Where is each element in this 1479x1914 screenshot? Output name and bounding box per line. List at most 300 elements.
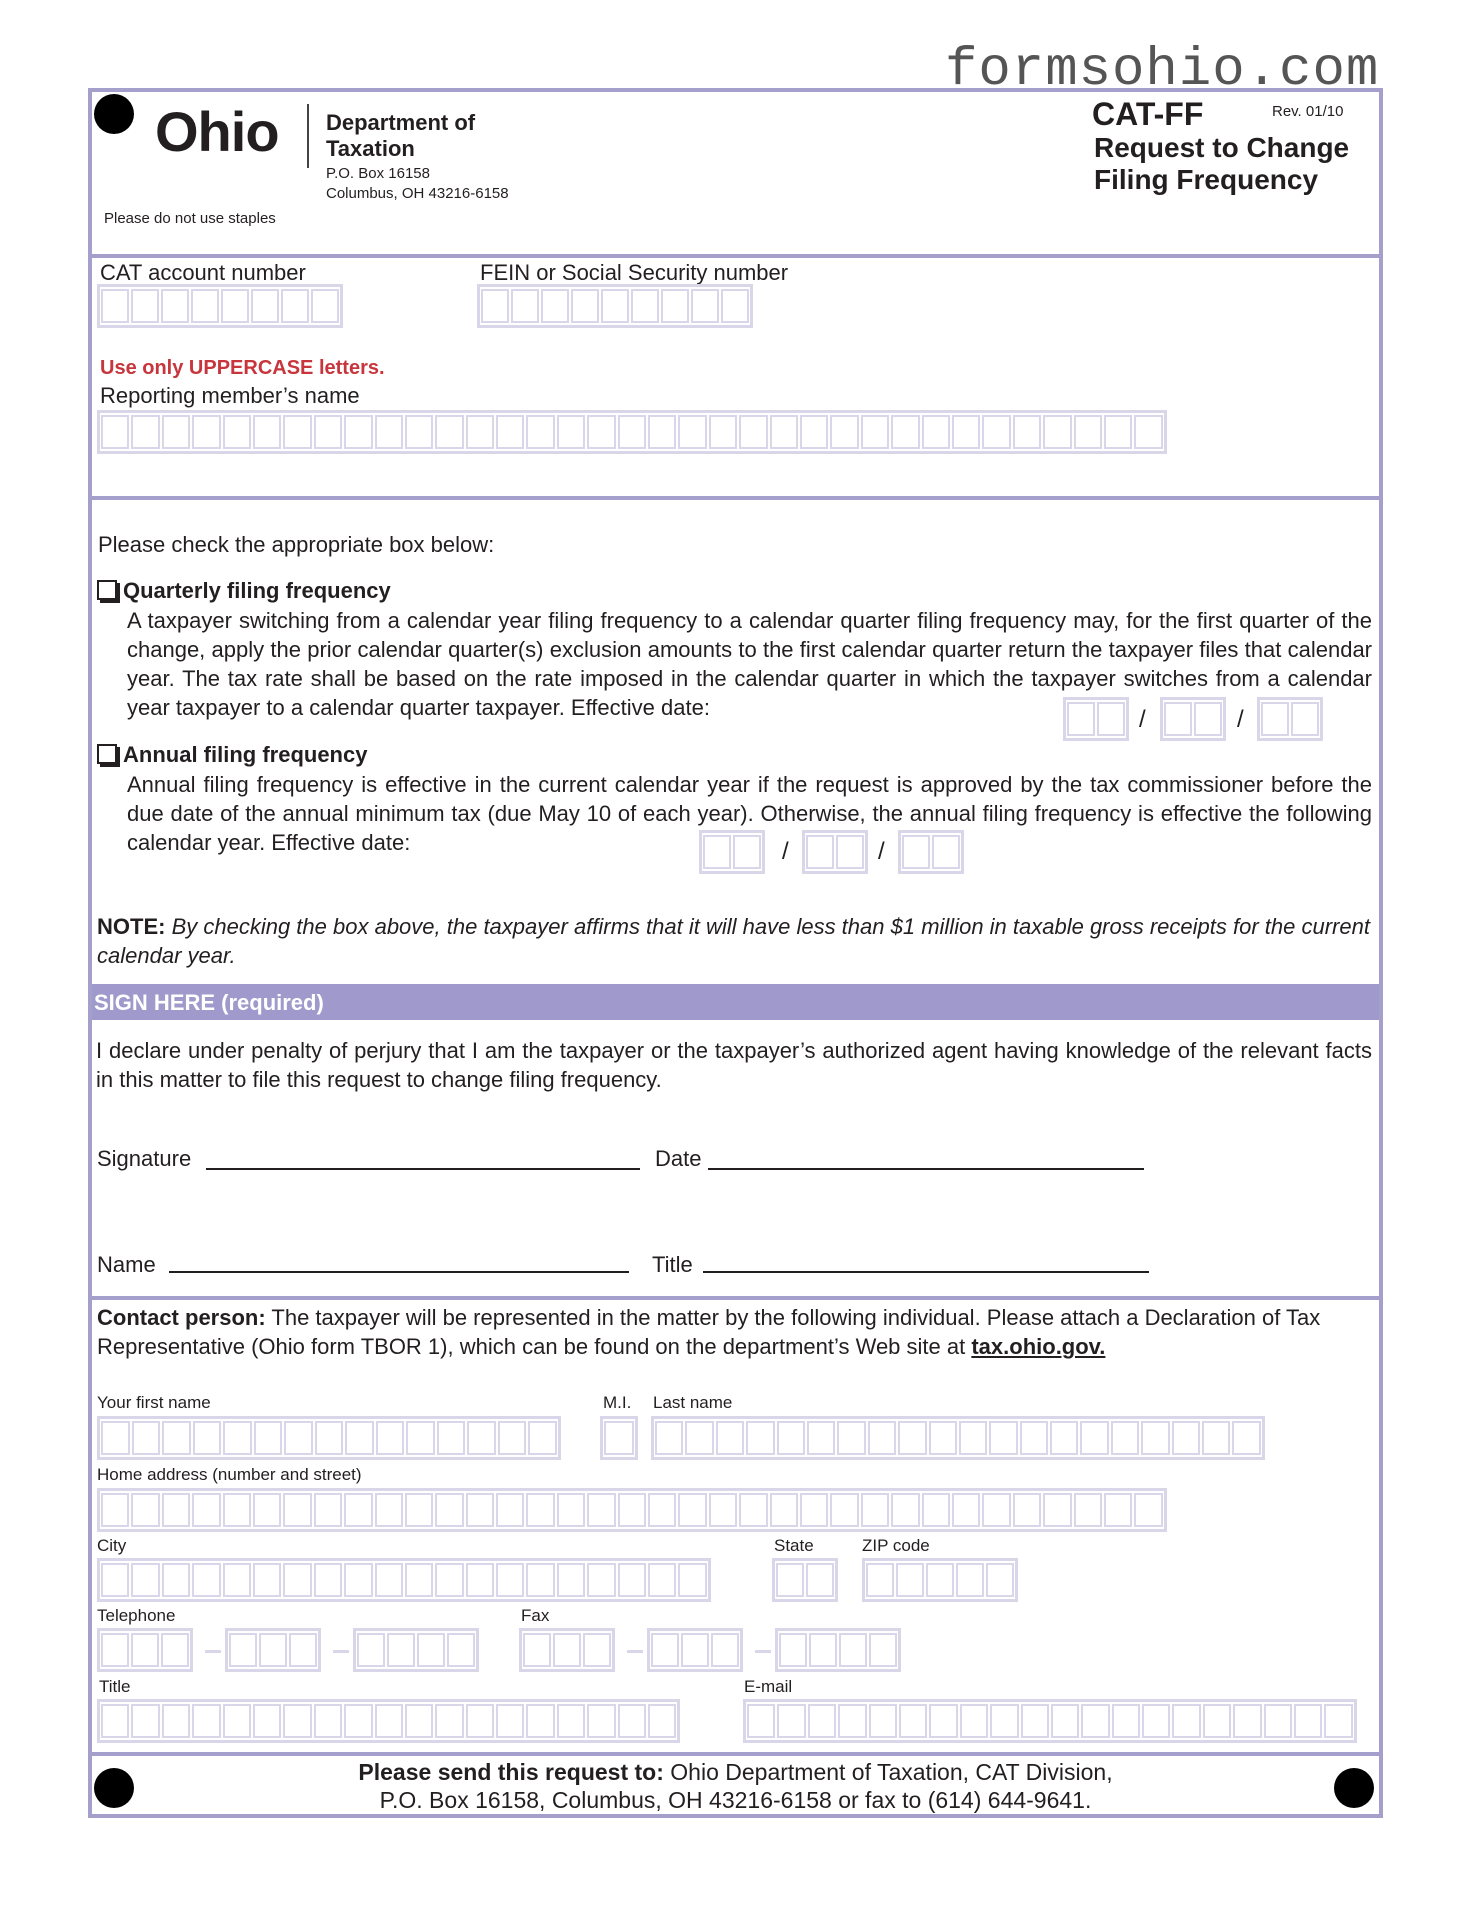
character-box[interactable] — [806, 835, 834, 869]
first-name-label: Your first name — [97, 1393, 211, 1412]
annual-month-input[interactable] — [699, 830, 765, 874]
character-box[interactable] — [733, 835, 761, 869]
character-box[interactable] — [314, 1493, 342, 1527]
title-label: Title — [652, 1252, 693, 1277]
character-box[interactable] — [405, 1704, 433, 1738]
website-link[interactable]: tax.ohio.gov. — [971, 1334, 1106, 1359]
character-box[interactable] — [1172, 1704, 1200, 1738]
character-box[interactable] — [253, 415, 281, 449]
character-box[interactable] — [571, 289, 599, 323]
telephone-line-input[interactable] — [353, 1628, 479, 1672]
last-name-label: Last name — [653, 1393, 733, 1412]
character-box[interactable] — [101, 1493, 129, 1527]
first-name-input[interactable] — [97, 1416, 561, 1460]
divider — [88, 254, 1383, 258]
date-line[interactable] — [708, 1168, 1144, 1170]
character-box[interactable] — [1294, 1704, 1322, 1738]
cat-account-input[interactable] — [97, 284, 343, 328]
character-box[interactable] — [191, 289, 219, 323]
character-box[interactable] — [192, 1563, 220, 1597]
character-box[interactable] — [314, 1563, 342, 1597]
date-separator: / — [782, 838, 789, 865]
character-box[interactable] — [716, 1421, 744, 1455]
character-box[interactable] — [466, 415, 494, 449]
state-input[interactable] — [772, 1558, 838, 1602]
character-box[interactable] — [830, 415, 858, 449]
quarterly-day-input[interactable] — [1160, 697, 1226, 741]
member-name-input[interactable] — [97, 410, 1167, 454]
annual-option[interactable] — [97, 744, 367, 766]
character-box[interactable] — [604, 1421, 634, 1455]
character-box[interactable] — [311, 289, 339, 323]
character-box[interactable] — [721, 289, 749, 323]
character-box[interactable] — [691, 289, 719, 323]
character-box[interactable] — [711, 1633, 739, 1667]
character-box[interactable] — [655, 1421, 683, 1455]
character-box[interactable] — [922, 1493, 950, 1527]
character-box[interactable] — [496, 1563, 524, 1597]
character-box[interactable] — [1081, 1704, 1109, 1738]
character-box[interactable] — [836, 835, 864, 869]
character-box[interactable] — [1291, 702, 1319, 736]
character-box[interactable] — [1104, 1493, 1132, 1527]
character-box[interactable] — [131, 1633, 159, 1667]
dash-separator — [333, 1650, 349, 1653]
character-box[interactable] — [1067, 702, 1095, 736]
contact-title-input[interactable] — [97, 1699, 680, 1743]
character-box[interactable] — [661, 289, 689, 323]
character-box[interactable] — [405, 415, 433, 449]
contact-label: Contact person: — [97, 1305, 266, 1330]
character-box[interactable] — [253, 1704, 281, 1738]
quarterly-year-input[interactable] — [1257, 697, 1323, 741]
character-box[interactable] — [618, 1704, 646, 1738]
character-box[interactable] — [526, 1493, 554, 1527]
character-box[interactable] — [405, 1563, 433, 1597]
character-box[interactable] — [648, 1704, 676, 1738]
character-box[interactable] — [1074, 415, 1102, 449]
form-code: CAT-FF — [1092, 96, 1204, 132]
character-box[interactable] — [618, 1563, 646, 1597]
character-box[interactable] — [899, 1704, 927, 1738]
character-box[interactable] — [526, 415, 554, 449]
character-box[interactable] — [101, 415, 129, 449]
character-box[interactable] — [631, 289, 659, 323]
annual-year-input[interactable] — [898, 830, 964, 874]
annual-title: Annual filing frequency — [123, 742, 368, 767]
quarterly-checkbox[interactable] — [97, 580, 117, 600]
character-box[interactable] — [952, 1493, 980, 1527]
character-box[interactable] — [1233, 1704, 1261, 1738]
character-box[interactable] — [837, 1421, 865, 1455]
character-box[interactable] — [861, 1493, 889, 1527]
character-box[interactable] — [253, 1493, 281, 1527]
character-box[interactable] — [960, 1704, 988, 1738]
character-box[interactable] — [283, 1704, 311, 1738]
state-label: State — [774, 1536, 814, 1555]
character-box[interactable] — [648, 1563, 676, 1597]
character-box[interactable] — [221, 289, 249, 323]
character-box[interactable] — [289, 1633, 317, 1667]
character-box[interactable] — [618, 415, 646, 449]
character-box[interactable] — [982, 415, 1010, 449]
character-box[interactable] — [283, 415, 311, 449]
title-line: Request to Change — [1094, 132, 1350, 163]
character-box[interactable] — [162, 415, 190, 449]
divider — [88, 1752, 1383, 1756]
character-box[interactable] — [526, 1704, 554, 1738]
character-box[interactable] — [1232, 1421, 1260, 1455]
character-box[interactable] — [344, 415, 372, 449]
character-box[interactable] — [932, 835, 960, 869]
watermark: formsohio.com — [945, 40, 1380, 101]
contact-text: The taxpayer will be represented in the matter by the following individual. Please attach a Declaration of Tax Representative (Ohio form TBOR 1), which can be found on the department’s Web site at — [97, 1305, 1321, 1359]
character-box[interactable] — [746, 1421, 774, 1455]
character-box[interactable] — [375, 415, 403, 449]
character-box[interactable] — [929, 1421, 957, 1455]
character-box[interactable] — [1080, 1421, 1108, 1455]
date-label: Date — [655, 1146, 702, 1171]
character-box[interactable] — [162, 1421, 191, 1455]
character-box[interactable] — [1051, 1704, 1079, 1738]
character-box[interactable] — [523, 1633, 551, 1667]
character-box[interactable] — [800, 1493, 828, 1527]
logo-divider — [307, 104, 309, 168]
check-instruction: Please check the appropriate box below: — [98, 532, 495, 557]
email-input[interactable] — [743, 1699, 1357, 1743]
character-box[interactable] — [956, 1563, 984, 1597]
character-box[interactable] — [223, 1563, 251, 1597]
ohio-logo: Ohio — [155, 100, 279, 163]
character-box[interactable] — [466, 1563, 494, 1597]
annual-text: Annual filing frequency is effective in the current calendar year if the request is approved by the tax commissioner before the due date of the annual minimum tax (due May 10 of each year). Otherwise, the annual filing frequency is effective the following calendar year. Effective date: — [127, 772, 1372, 855]
dash-separator — [627, 1650, 643, 1653]
note — [97, 912, 1372, 970]
character-box[interactable] — [253, 1563, 281, 1597]
character-box[interactable] — [223, 415, 251, 449]
character-box[interactable] — [1141, 1421, 1169, 1455]
character-box[interactable] — [830, 1493, 858, 1527]
telephone-area-input[interactable] — [97, 1628, 193, 1672]
character-box[interactable] — [344, 1563, 372, 1597]
character-box[interactable] — [770, 1493, 798, 1527]
mi-label: M.I. — [603, 1393, 632, 1412]
character-box[interactable] — [709, 1493, 737, 1527]
character-box[interactable] — [902, 835, 930, 869]
character-box[interactable] — [1134, 1493, 1162, 1527]
character-box[interactable] — [776, 1563, 804, 1597]
character-box[interactable] — [131, 289, 159, 323]
character-box[interactable] — [314, 415, 342, 449]
character-box[interactable] — [192, 1704, 220, 1738]
character-box[interactable] — [583, 1633, 611, 1667]
character-box[interactable] — [526, 1563, 554, 1597]
character-box[interactable] — [466, 1704, 494, 1738]
character-box[interactable] — [959, 1421, 987, 1455]
character-box[interactable] — [866, 1563, 894, 1597]
character-box[interactable] — [345, 1421, 374, 1455]
character-box[interactable] — [1021, 1704, 1049, 1738]
name-line[interactable] — [169, 1271, 629, 1273]
character-box[interactable] — [681, 1633, 709, 1667]
character-box[interactable] — [1013, 1493, 1041, 1527]
email-label: E-mail — [744, 1677, 793, 1696]
character-box[interactable] — [806, 1563, 834, 1597]
character-box[interactable] — [435, 415, 463, 449]
character-box[interactable] — [435, 1493, 463, 1527]
character-box[interactable] — [131, 415, 159, 449]
character-box[interactable] — [101, 289, 129, 323]
fein-label: FEIN or Social Security number — [480, 260, 789, 285]
sign-here-banner: SIGN HERE (required) — [92, 984, 1379, 1020]
character-box[interactable] — [375, 1563, 403, 1597]
fein-input[interactable] — [477, 284, 753, 328]
character-box[interactable] — [587, 1563, 615, 1597]
form-title — [1094, 132, 1349, 196]
note-text: By checking the box above, the taxpayer affirms that it will have less than $1 million in taxable gross receipts for the current calendar year. — [97, 914, 1370, 968]
character-box[interactable] — [1050, 1421, 1078, 1455]
character-box[interactable] — [839, 1633, 867, 1667]
character-box[interactable] — [869, 1704, 897, 1738]
character-box[interactable] — [587, 415, 615, 449]
mi-input[interactable] — [600, 1416, 638, 1460]
divider — [88, 496, 1383, 500]
character-box[interactable] — [498, 1421, 527, 1455]
character-box[interactable] — [528, 1421, 557, 1455]
character-box[interactable] — [281, 289, 309, 323]
character-box[interactable] — [1097, 702, 1125, 736]
uppercase-note: Use only UPPERCASE letters. — [100, 357, 385, 379]
character-box[interactable] — [496, 1704, 524, 1738]
annual-day-input[interactable] — [802, 830, 868, 874]
character-box[interactable] — [283, 1563, 311, 1597]
character-box[interactable] — [101, 1563, 129, 1597]
character-box[interactable] — [435, 1563, 463, 1597]
character-box[interactable] — [161, 1633, 189, 1667]
character-box[interactable] — [777, 1421, 805, 1455]
character-box[interactable] — [601, 289, 629, 323]
character-box[interactable] — [587, 1704, 615, 1738]
note-label: NOTE: — [97, 914, 166, 939]
character-box[interactable] — [254, 1421, 283, 1455]
character-box[interactable] — [1074, 1493, 1102, 1527]
character-box[interactable] — [192, 415, 220, 449]
character-box[interactable] — [1043, 415, 1071, 449]
character-box[interactable] — [1134, 415, 1162, 449]
character-box[interactable] — [648, 1493, 676, 1527]
name-label: Name — [97, 1252, 156, 1277]
revision: Rev. 01/10 — [1272, 103, 1344, 120]
fax-prefix-input[interactable] — [647, 1628, 743, 1672]
character-box[interactable] — [929, 1704, 957, 1738]
character-box[interactable] — [1111, 1421, 1139, 1455]
character-box[interactable] — [541, 289, 569, 323]
signature-line[interactable] — [206, 1168, 640, 1170]
character-box[interactable] — [193, 1421, 222, 1455]
character-box[interactable] — [651, 1633, 679, 1667]
address-line: P.O. Box 16158 — [326, 165, 430, 182]
character-box[interactable] — [387, 1633, 415, 1667]
character-box[interactable] — [435, 1704, 463, 1738]
character-box[interactable] — [466, 1493, 494, 1527]
character-box[interactable] — [406, 1421, 435, 1455]
character-box[interactable] — [315, 1421, 344, 1455]
character-box[interactable] — [1172, 1421, 1200, 1455]
character-box[interactable] — [678, 1563, 706, 1597]
character-box[interactable] — [685, 1421, 713, 1455]
character-box[interactable] — [1104, 415, 1132, 449]
character-box[interactable] — [1112, 1704, 1140, 1738]
character-box[interactable] — [739, 1493, 767, 1527]
telephone-label: Telephone — [97, 1606, 176, 1625]
character-box[interactable] — [982, 1493, 1010, 1527]
character-box[interactable] — [437, 1421, 466, 1455]
character-box[interactable] — [648, 415, 676, 449]
character-box[interactable] — [922, 415, 950, 449]
character-box[interactable] — [101, 1421, 130, 1455]
character-box[interactable] — [703, 835, 731, 869]
character-box[interactable] — [467, 1421, 496, 1455]
character-box[interactable] — [896, 1563, 924, 1597]
character-box[interactable] — [223, 1421, 252, 1455]
quarterly-option[interactable] — [97, 580, 391, 602]
character-box[interactable] — [1142, 1704, 1170, 1738]
home-address-input[interactable] — [97, 1488, 1167, 1532]
character-box[interactable] — [162, 1563, 190, 1597]
signature-label: Signature — [97, 1146, 192, 1171]
character-box[interactable] — [511, 289, 539, 323]
character-box[interactable] — [1013, 415, 1041, 449]
character-box[interactable] — [375, 1704, 403, 1738]
character-box[interactable] — [101, 1633, 129, 1667]
character-box[interactable] — [375, 1493, 403, 1527]
character-box[interactable] — [132, 1421, 161, 1455]
character-box[interactable] — [747, 1704, 775, 1738]
character-box[interactable] — [357, 1633, 385, 1667]
character-box[interactable] — [739, 415, 767, 449]
date-separator: / — [878, 838, 885, 865]
character-box[interactable] — [891, 1493, 919, 1527]
character-box[interactable] — [496, 1493, 524, 1527]
character-box[interactable] — [417, 1633, 445, 1667]
character-box[interactable] — [808, 1704, 836, 1738]
character-box[interactable] — [986, 1563, 1014, 1597]
character-box[interactable] — [229, 1633, 257, 1667]
character-box[interactable] — [376, 1421, 405, 1455]
fax-area-input[interactable] — [519, 1628, 615, 1672]
character-box[interactable] — [192, 1493, 220, 1527]
character-box[interactable] — [838, 1704, 866, 1738]
character-box[interactable] — [557, 1493, 585, 1527]
character-box[interactable] — [283, 1493, 311, 1527]
character-box[interactable] — [868, 1421, 896, 1455]
character-box[interactable] — [869, 1633, 897, 1667]
character-box[interactable] — [678, 1493, 706, 1527]
registration-mark — [94, 94, 134, 134]
zip-input[interactable] — [862, 1558, 1018, 1602]
date-separator: / — [1139, 706, 1146, 733]
character-box[interactable] — [618, 1493, 646, 1527]
character-box[interactable] — [131, 1704, 159, 1738]
character-box[interactable] — [553, 1633, 581, 1667]
character-box[interactable] — [678, 415, 706, 449]
character-box[interactable] — [1203, 1704, 1231, 1738]
character-box[interactable] — [779, 1633, 807, 1667]
character-box[interactable] — [259, 1633, 287, 1667]
dash-separator — [205, 1650, 221, 1653]
character-box[interactable] — [101, 1704, 129, 1738]
character-box[interactable] — [557, 415, 585, 449]
department-address — [326, 164, 509, 204]
character-box[interactable] — [926, 1563, 954, 1597]
annual-checkbox[interactable] — [97, 744, 117, 764]
character-box[interactable] — [162, 1704, 190, 1738]
character-box[interactable] — [284, 1421, 313, 1455]
quarterly-title: Quarterly filing frequency — [123, 578, 391, 603]
telephone-prefix-input[interactable] — [225, 1628, 321, 1672]
city-input[interactable] — [97, 1558, 711, 1602]
character-box[interactable] — [251, 289, 279, 323]
character-box[interactable] — [1324, 1704, 1352, 1738]
character-box[interactable] — [809, 1633, 837, 1667]
character-box[interactable] — [447, 1633, 475, 1667]
quarterly-month-input[interactable] — [1063, 697, 1129, 741]
character-box[interactable] — [807, 1421, 835, 1455]
cat-account-label: CAT account number — [100, 260, 306, 285]
character-box[interactable] — [405, 1493, 433, 1527]
character-box[interactable] — [131, 1563, 159, 1597]
character-box[interactable] — [131, 1493, 159, 1527]
character-box[interactable] — [898, 1421, 926, 1455]
character-box[interactable] — [481, 289, 509, 323]
character-box[interactable] — [223, 1704, 251, 1738]
character-box[interactable] — [1264, 1704, 1292, 1738]
character-box[interactable] — [770, 415, 798, 449]
character-box[interactable] — [1020, 1421, 1048, 1455]
character-box[interactable] — [1261, 702, 1289, 736]
character-box[interactable] — [777, 1704, 805, 1738]
character-box[interactable] — [587, 1493, 615, 1527]
footer — [92, 1758, 1379, 1814]
character-box[interactable] — [990, 1704, 1018, 1738]
character-box[interactable] — [1043, 1493, 1071, 1527]
character-box[interactable] — [496, 415, 524, 449]
character-box[interactable] — [1194, 702, 1222, 736]
character-box[interactable] — [314, 1704, 342, 1738]
character-box[interactable] — [1164, 702, 1192, 736]
character-box[interactable] — [344, 1493, 372, 1527]
character-box[interactable] — [861, 415, 889, 449]
character-box[interactable] — [891, 415, 919, 449]
character-box[interactable] — [344, 1704, 372, 1738]
character-box[interactable] — [223, 1493, 251, 1527]
character-box[interactable] — [709, 415, 737, 449]
character-box[interactable] — [557, 1563, 585, 1597]
character-box[interactable] — [952, 415, 980, 449]
character-box[interactable] — [1202, 1421, 1230, 1455]
character-box[interactable] — [162, 1493, 190, 1527]
fax-label: Fax — [521, 1606, 550, 1625]
title-line[interactable] — [703, 1271, 1149, 1273]
dept-line: Taxation — [326, 136, 415, 161]
fax-line-input[interactable] — [775, 1628, 901, 1672]
character-box[interactable] — [800, 415, 828, 449]
city-label: City — [97, 1536, 127, 1555]
character-box[interactable] — [161, 289, 189, 323]
character-box[interactable] — [989, 1421, 1017, 1455]
last-name-input[interactable] — [651, 1416, 1265, 1460]
character-box[interactable] — [557, 1704, 585, 1738]
